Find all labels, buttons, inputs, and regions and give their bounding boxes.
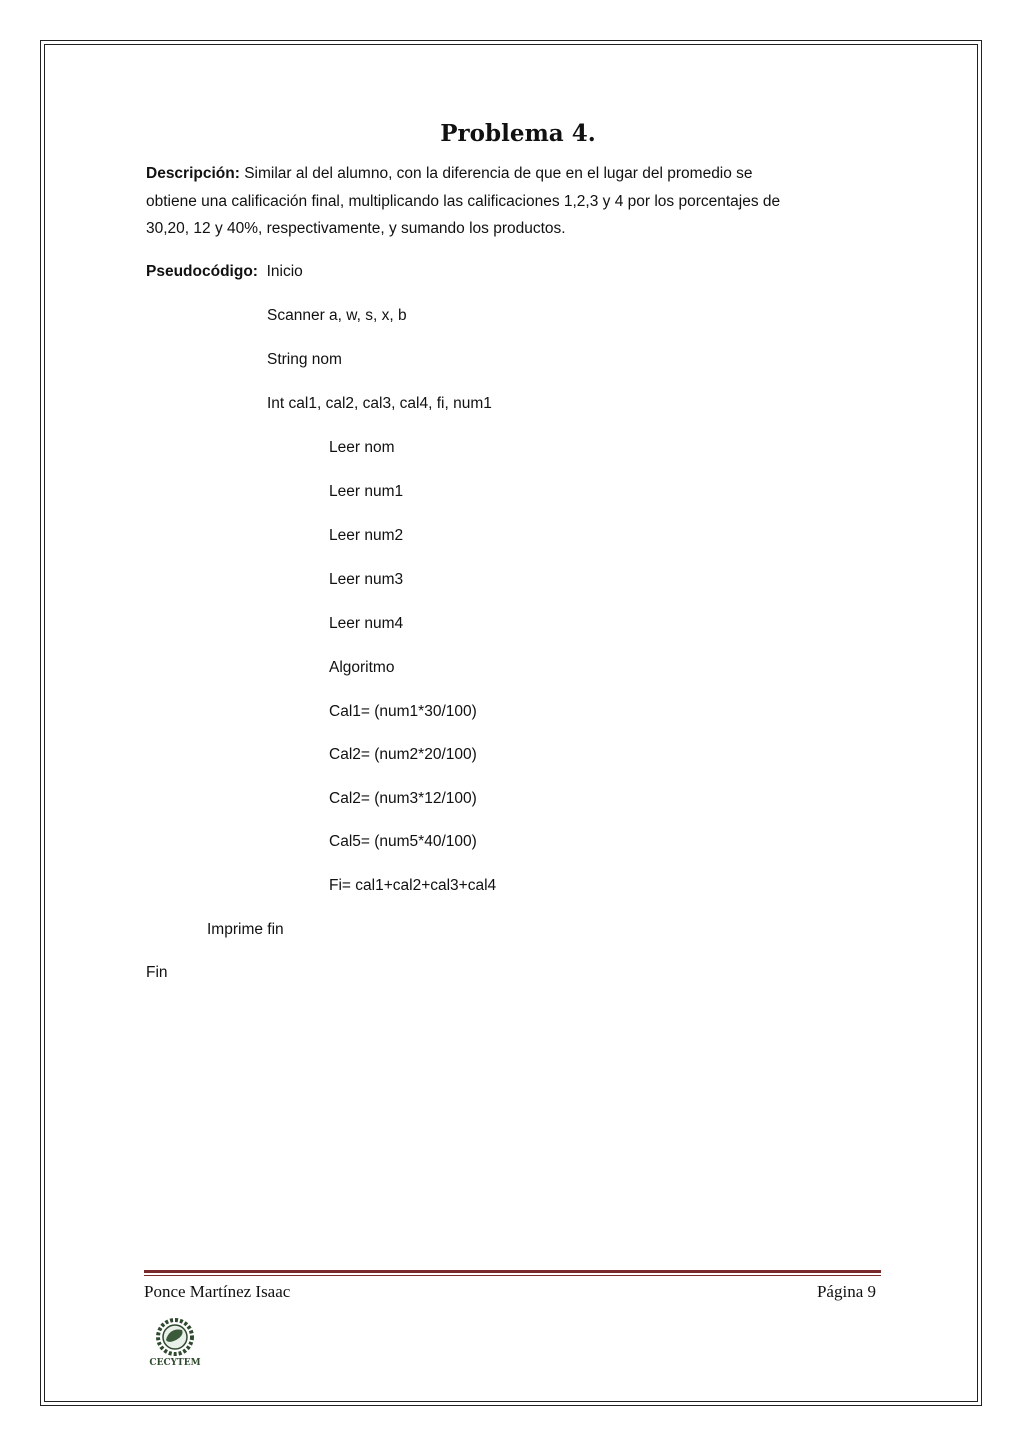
code-line: Algoritmo: [329, 659, 395, 676]
cecytem-logo-icon: [142, 1318, 208, 1368]
print-line: Imprime fin: [207, 921, 284, 938]
description-line-3: 30,20, 12 y 40%, respectivamente, y sumando los productos.: [146, 220, 566, 237]
description-label: Descripción:: [146, 165, 240, 182]
code-line: Leer num1: [329, 483, 404, 500]
pseudocode-label: Pseudocódigo:: [146, 263, 258, 280]
declaration-line: String nom: [267, 351, 342, 368]
logo-text: CECYTEM: [149, 1358, 201, 1368]
declaration-line: Scanner a, w, s, x, b: [267, 307, 407, 324]
pseudocode-header: [146, 262, 303, 282]
pseudocode-start: Inicio: [266, 263, 303, 280]
footer-page-number: Página 9: [816, 1282, 876, 1301]
code-line: Cal2= (num3*12/100): [329, 790, 477, 807]
code-line: Leer nom: [329, 439, 395, 456]
code-line: Fi= cal1+cal2+cal3+cal4: [329, 877, 497, 894]
code-line: Leer num2: [329, 527, 404, 544]
description-text-1: Similar al del alumno, con la diferencia de que en el lugar del promedio se: [239, 165, 753, 182]
footer-author: Ponce Martínez Isaac: [144, 1282, 291, 1301]
footer-rule-thin: [144, 1275, 881, 1276]
code-line: Cal1= (num1*30/100): [329, 703, 477, 720]
code-line: Leer num3: [329, 571, 404, 588]
description-line-2: obtiene una calificación final, multiplicando las calificaciones 1,2,3 y 4 por los porcentajes de: [146, 193, 781, 210]
code-line: Cal5= (num5*40/100): [329, 833, 477, 850]
description-line-1: [146, 164, 753, 184]
page-border-inner: [44, 44, 978, 1402]
footer-rule: [144, 1270, 881, 1273]
code-line: Cal2= (num2*20/100): [329, 746, 477, 763]
page-title: Problema 4.: [440, 120, 596, 147]
end-line: Fin: [146, 964, 168, 981]
declaration-line: Int cal1, cal2, cal3, cal4, fi, num1: [267, 395, 492, 412]
code-line: Leer num4: [329, 615, 404, 632]
